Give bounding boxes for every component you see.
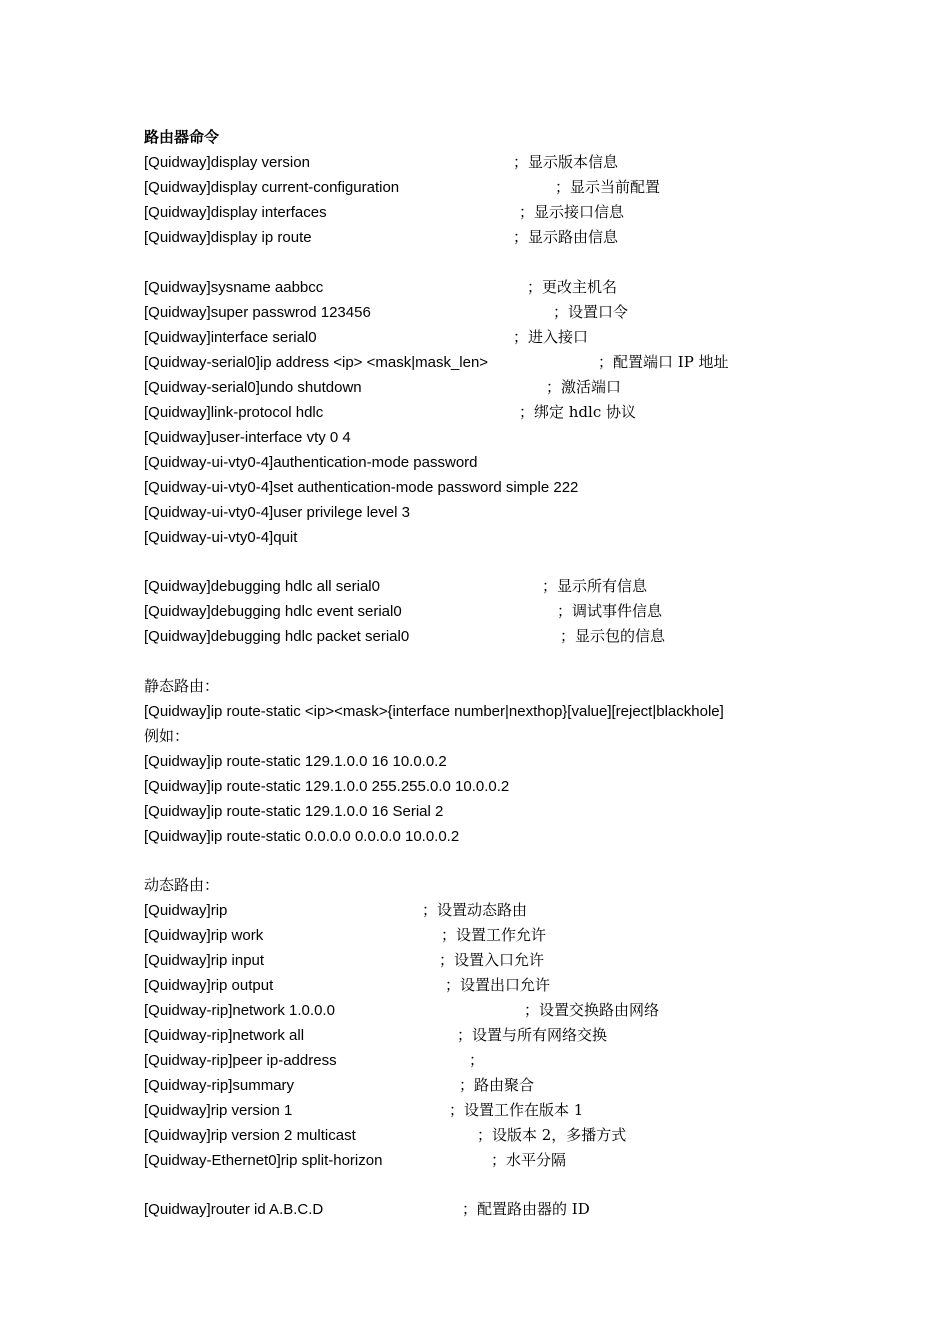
command-text: [Quidway-rip]network 1.0.0.0 (144, 1002, 335, 1019)
command-comment: ；显示版本信息 (513, 153, 619, 171)
command-text: [Quidway]user-interface vty 0 4 (144, 429, 351, 446)
command-line (144, 574, 648, 599)
command-text: [Quidway-serial0]ip address <ip> <mask|mask_len> (144, 354, 489, 371)
command-comment: ；设置与所有网络交换 (457, 1026, 608, 1044)
command-line (144, 400, 636, 425)
command-comment: ；显示包的信息 (560, 627, 666, 645)
example-line: [Quidway]ip route-static 129.1.0.0 255.255.0.0 10.0.0.2 (144, 778, 510, 795)
command-text: [Quidway-Ethernet0]rip split-horizon (144, 1152, 383, 1169)
command-text: [Quidway]display version (144, 154, 310, 171)
command-line (144, 1023, 608, 1048)
command-text: [Quidway]debugging hdlc all serial0 (144, 578, 380, 595)
command-text: [Quidway-rip]peer ip-address (144, 1052, 337, 1069)
command-line (144, 923, 547, 948)
command-text: [Quidway]interface serial0 (144, 329, 317, 346)
command-text: [Quidway-ui-vty0-4]set authentication-mode password simple 222 (144, 479, 579, 496)
command-line (144, 1123, 627, 1148)
section-heading-dynamic-routing: 动态路由： (144, 877, 220, 894)
command-comment: ；显示所有信息 (542, 577, 648, 595)
command-comment: ；设置工作允许 (441, 926, 547, 944)
command-comment: ；设置入口允许 (439, 951, 545, 969)
command-line (144, 1073, 535, 1098)
command-line (144, 998, 660, 1023)
command-text: [Quidway]super passwrod 123456 (144, 304, 371, 321)
command-text: [Quidway-rip]summary (144, 1077, 295, 1094)
command-comment: ；配置端口 IP 地址 (598, 353, 729, 371)
command-text: [Quidway]display interfaces (144, 204, 327, 221)
command-text: [Quidway]display ip route (144, 229, 312, 246)
command-line (144, 1197, 590, 1222)
command-comment: ；设置出口允许 (445, 976, 551, 994)
command-line (144, 200, 625, 225)
command-line (144, 150, 619, 175)
command-comment: ；更改主机名 (527, 278, 618, 296)
command-text: [Quidway]rip version 1 (144, 1102, 293, 1119)
command-comment: ；显示路由信息 (513, 228, 619, 246)
command-line (144, 525, 297, 550)
command-comment: ；显示接口信息 (519, 203, 625, 221)
command-text: [Quidway]display current-configuration (144, 179, 400, 196)
section-heading-static-routing: 静态路由： (144, 678, 220, 695)
command-text: [Quidway-serial0]undo shutdown (144, 379, 362, 396)
command-comment: ；绑定 hdlc 协议 (519, 403, 636, 421)
command-comment: ；设置交换路由网络 (524, 1001, 660, 1019)
example-line: [Quidway]ip route-static 129.1.0.0 16 10.0.0.2 (144, 753, 447, 770)
command-comment: ；激活端口 (546, 378, 622, 396)
command-comment: ；配置路由器的 ID (462, 1200, 590, 1218)
command-line (144, 175, 661, 200)
command-line (144, 898, 528, 923)
command-line (144, 500, 410, 525)
command-comment: ；显示当前配置 (555, 178, 661, 196)
command-text: [Quidway]rip input (144, 952, 265, 969)
command-line (144, 325, 589, 350)
command-line (144, 1048, 485, 1073)
command-line (144, 1098, 584, 1123)
command-text: [Quidway]link-protocol hdlc (144, 404, 324, 421)
command-line (144, 1148, 567, 1173)
command-line (144, 599, 663, 624)
command-text: [Quidway-ui-vty0-4]user privilege level 3 (144, 504, 410, 521)
command-line (144, 375, 622, 400)
example-line: [Quidway]ip route-static 0.0.0.0 0.0.0.0 10.0.0.2 (144, 828, 460, 845)
command-text: [Quidway]rip version 2 multicast (144, 1127, 356, 1144)
command-comment: ； (469, 1051, 485, 1069)
page-title: 路由器命令 (144, 129, 220, 146)
command-line (144, 948, 545, 973)
command-comment: ；进入接口 (513, 328, 589, 346)
command-line (144, 300, 629, 325)
command-comment: ；设置口令 (553, 303, 629, 321)
command-comment: ；设置动态路由 (422, 901, 528, 919)
command-comment: ；调试事件信息 (557, 602, 663, 620)
command-comment: ；设置工作在版本 1 (449, 1101, 584, 1119)
command-text: [Quidway]sysname aabbcc (144, 279, 324, 296)
command-text: [Quidway-ui-vty0-4]quit (144, 529, 298, 546)
command-text: [Quidway-rip]network all (144, 1027, 305, 1044)
command-text: [Quidway-ui-vty0-4]authentication-mode password (144, 454, 478, 471)
command-line (144, 450, 478, 475)
command-syntax: [Quidway]ip route-static <ip><mask>{interface number|nexthop}[value][reject|blackhole] (144, 703, 724, 720)
command-line (144, 275, 618, 300)
command-text: [Quidway]debugging hdlc event serial0 (144, 603, 402, 620)
command-text: [Quidway]rip (144, 902, 228, 919)
command-line (144, 225, 619, 250)
command-line (144, 475, 578, 500)
example-line: [Quidway]ip route-static 129.1.0.0 16 Serial 2 (144, 803, 444, 820)
command-comment: ；路由聚合 (459, 1076, 535, 1094)
command-line (144, 425, 351, 450)
command-text: [Quidway]rip output (144, 977, 274, 994)
command-comment: ；设版本 2，多播方式 (477, 1126, 627, 1144)
command-line (144, 973, 551, 998)
command-text: [Quidway]router id A.B.C.D (144, 1201, 324, 1218)
command-line (144, 350, 729, 375)
command-line (144, 624, 666, 649)
command-comment: ；水平分隔 (491, 1151, 567, 1169)
example-label: 例如： (144, 728, 190, 745)
command-text: [Quidway]rip work (144, 927, 264, 944)
command-text: [Quidway]debugging hdlc packet serial0 (144, 628, 410, 645)
